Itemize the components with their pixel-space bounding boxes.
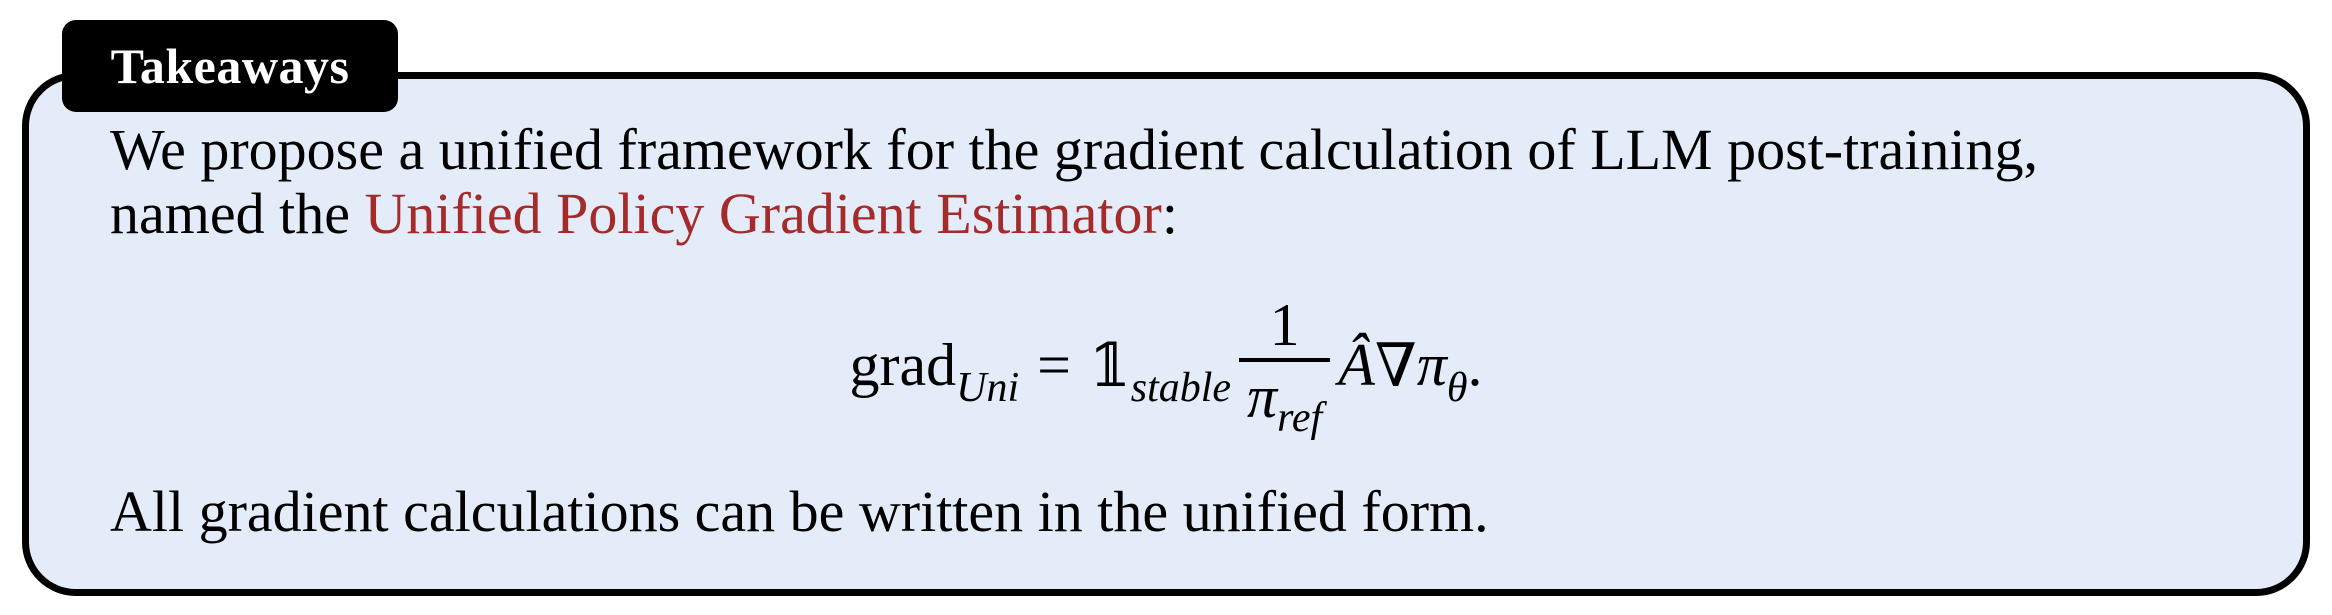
body-line-1: We propose a unified framework for the gradient calculation of LLM post-training, <box>110 117 2039 182</box>
eq-denominator <box>1239 362 1330 439</box>
takeaways-tag <box>62 20 398 112</box>
eq-lhs: grad <box>849 332 957 398</box>
eq-advantage: Â <box>1338 332 1375 398</box>
eq-den-subscript: ref <box>1277 395 1323 441</box>
eq-equals: = <box>1037 332 1071 398</box>
eq-numerator: 1 <box>1269 292 1300 358</box>
eq-lhs-subscript: Uni <box>956 364 1020 411</box>
takeaways-content <box>110 118 2290 246</box>
eq-den-symbol: π <box>1247 364 1278 430</box>
unified-gradient-equation <box>0 292 2332 439</box>
body-line-2 <box>110 182 2290 246</box>
eq-nabla: ∇ <box>1374 332 1417 399</box>
eq-period: . <box>1467 332 1483 398</box>
eq-indicator-subscript: stable <box>1130 364 1232 411</box>
body-line-2-prefix: named the <box>110 181 365 246</box>
estimator-name: Unified Policy Gradient Estimator <box>364 181 1162 246</box>
eq-policy-subscript: θ <box>1446 364 1468 411</box>
body-line-2-suffix: : <box>1161 181 1178 246</box>
eq-fraction <box>1239 292 1330 439</box>
eq-policy: π <box>1416 332 1447 398</box>
takeaways-tag-label: Takeaways <box>110 38 350 94</box>
closing-line: All gradient calculations can be written in the unified form. <box>110 479 1489 544</box>
eq-indicator: 𝟙 <box>1088 332 1131 399</box>
